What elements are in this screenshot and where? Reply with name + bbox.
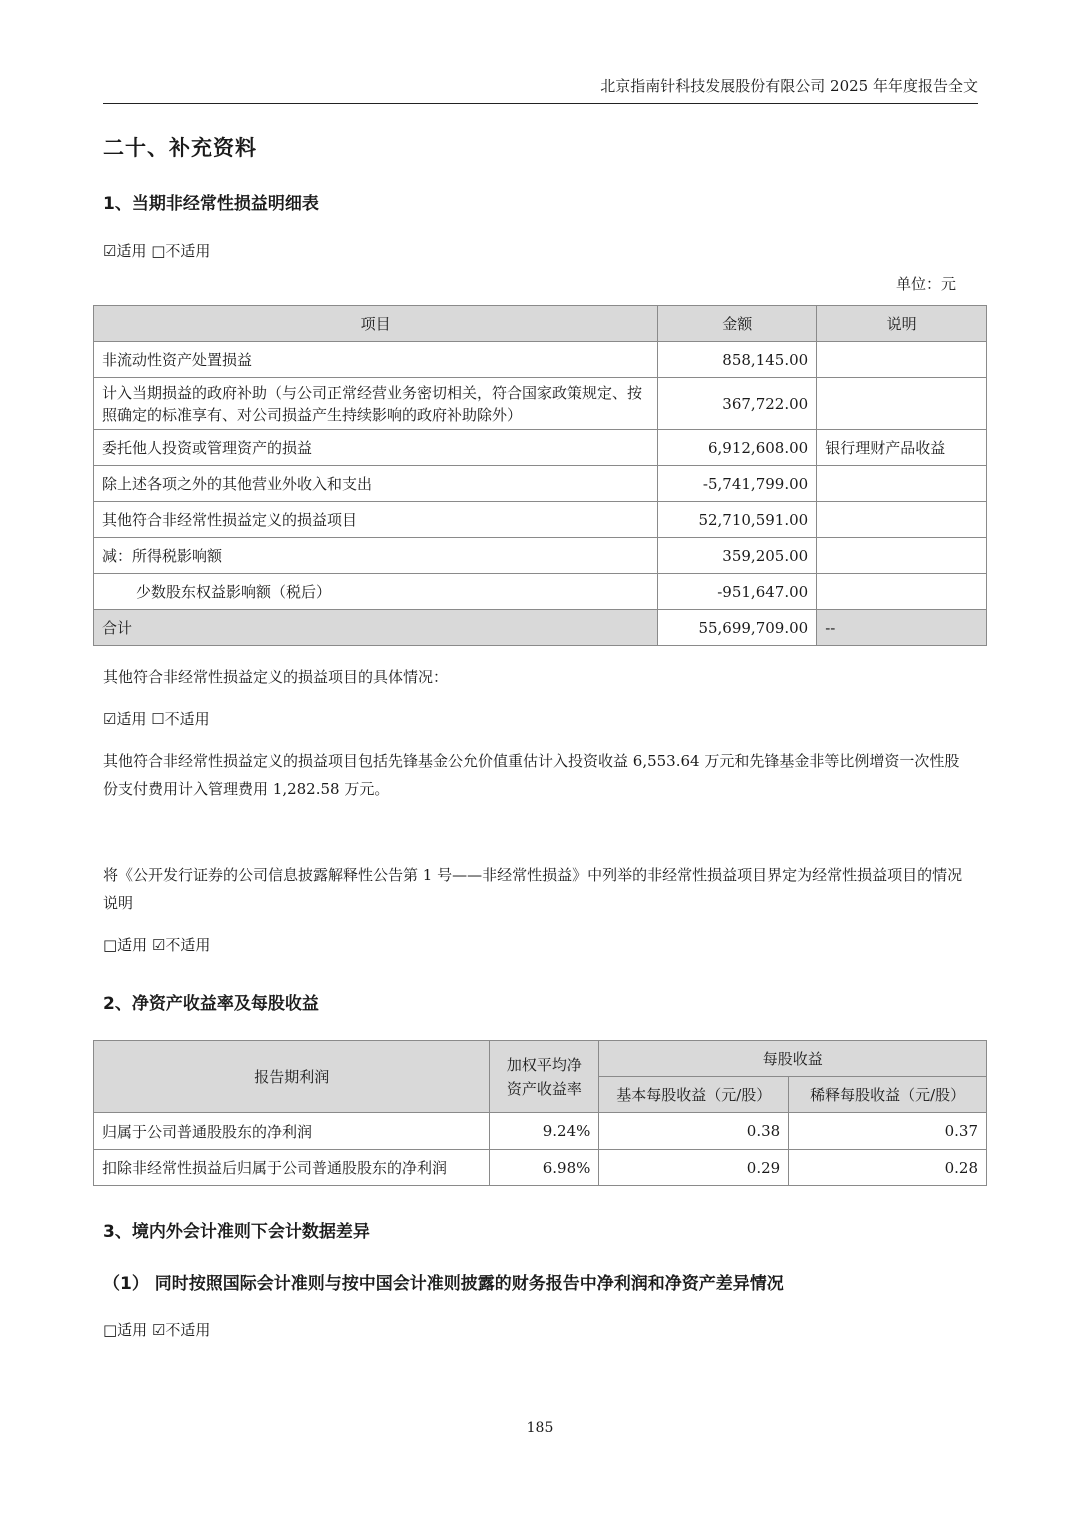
- row-note: [817, 378, 987, 430]
- s3-subtitle: （1） 同时按照国际会计准则与按中国会计准则披露的财务报告中净利润和净资产差异情况: [103, 1274, 784, 1294]
- row-note: 银行理财产品收益: [817, 430, 987, 466]
- row-diluted-eps: 0.37: [789, 1113, 987, 1150]
- row-item: 计入当期损益的政府补助（与公司正常经营业务密切相关，符合国家政策规定、按照确定的标准享有、对公司损益产生持续影响的政府补助除外）: [94, 378, 658, 430]
- row-note: [817, 538, 987, 574]
- s1-applicability: ☑适用 □不适用: [103, 242, 211, 260]
- s3-title: 3、境内外会计准则下会计数据差异: [103, 1222, 370, 1242]
- col-header-note: 说明: [817, 306, 987, 342]
- roe-eps-table: [93, 1040, 987, 1186]
- table-row: [94, 430, 987, 466]
- row-label: 归属于公司普通股股东的净利润: [94, 1113, 490, 1150]
- col-header-diluted-eps: 稀释每股收益（元/股）: [789, 1077, 987, 1113]
- row-item: 非流动性资产处置损益: [94, 342, 658, 378]
- row-amount: 359,205.00: [658, 538, 817, 574]
- row-item: 合计: [94, 610, 658, 646]
- s2-title: 2、净资产收益率及每股收益: [103, 994, 319, 1014]
- row-basic-eps: 0.38: [599, 1113, 789, 1150]
- page-number: 185: [526, 1420, 554, 1436]
- classification-text: 将《公开发行证券的公司信息披露解释性公告第 1 号——非经常性损益》中列举的非经常性损益项目界定为经常性损益项目的情况说明: [103, 866, 963, 912]
- table-row: [94, 574, 987, 610]
- row-amount: 858,145.00: [658, 342, 817, 378]
- row-roe: 6.98%: [490, 1150, 599, 1186]
- table-row: [94, 342, 987, 378]
- row-item: 除上述各项之外的其他营业外收入和支出: [94, 466, 658, 502]
- row-item: 少数股东权益影响额（税后）: [94, 574, 658, 610]
- table-row: [94, 502, 987, 538]
- s1-unit: 单位：元: [896, 275, 957, 293]
- row-roe: 9.24%: [490, 1113, 599, 1150]
- row-diluted-eps: 0.28: [789, 1150, 987, 1186]
- row-basic-eps: 0.29: [599, 1150, 789, 1186]
- page-header: [103, 76, 978, 104]
- table-row: [94, 466, 987, 502]
- s3-applicability: □适用 ☑不适用: [103, 1321, 211, 1339]
- col-header-profit: 报告期利润: [94, 1041, 490, 1113]
- row-item: 减：所得税影响额: [94, 538, 658, 574]
- row-amount: -5,741,799.00: [658, 466, 817, 502]
- row-amount: 52,710,591.00: [658, 502, 817, 538]
- row-amount: 55,699,709.00: [658, 610, 817, 646]
- row-amount: 367,722.00: [658, 378, 817, 430]
- table-row: [94, 538, 987, 574]
- row-item: 其他符合非经常性损益定义的损益项目: [94, 502, 658, 538]
- table-row: [94, 1113, 987, 1150]
- col-header-amount: 金额: [658, 306, 817, 342]
- other-items-applicability: ☑适用 ☐不适用: [103, 710, 210, 728]
- row-note: [817, 342, 987, 378]
- nonrecurring-table: [93, 305, 987, 646]
- header-title: 北京指南针科技发展股份有限公司 2025 年年度报告全文: [600, 77, 978, 95]
- col-header-roe: 加权平均净资产收益率: [490, 1041, 599, 1113]
- row-amount: -951,647.00: [658, 574, 817, 610]
- col-header-eps: 每股收益: [599, 1041, 987, 1077]
- row-note: [817, 502, 987, 538]
- row-label: 扣除非经常性损益后归属于公司普通股股东的净利润: [94, 1150, 490, 1186]
- classification-applicability: □适用 ☑不适用: [103, 936, 211, 954]
- row-item: 委托他人投资或管理资产的损益: [94, 430, 658, 466]
- s1-title: 1、当期非经常性损益明细表: [103, 194, 319, 214]
- row-note: [817, 574, 987, 610]
- other-items-text: 其他符合非经常性损益定义的损益项目包括先锋基金公允价值重估计入投资收益 6,553.64 万元和先锋基金非等比例增资一次性股份支付费用计入管理费用 1,282.58 万元。: [103, 752, 960, 798]
- table-row: [94, 378, 987, 430]
- table-total-row: [94, 610, 987, 646]
- table-row: [94, 1150, 987, 1186]
- section-title: 二十、补充资料: [103, 136, 257, 160]
- row-note: --: [817, 610, 987, 646]
- table-header-row: [94, 306, 987, 342]
- col-header-basic-eps: 基本每股收益（元/股）: [599, 1077, 789, 1113]
- col-header-item: 项目: [94, 306, 658, 342]
- row-note: [817, 466, 987, 502]
- row-amount: 6,912,608.00: [658, 430, 817, 466]
- other-items-title: 其他符合非经常性损益定义的损益项目的具体情况：: [103, 668, 449, 686]
